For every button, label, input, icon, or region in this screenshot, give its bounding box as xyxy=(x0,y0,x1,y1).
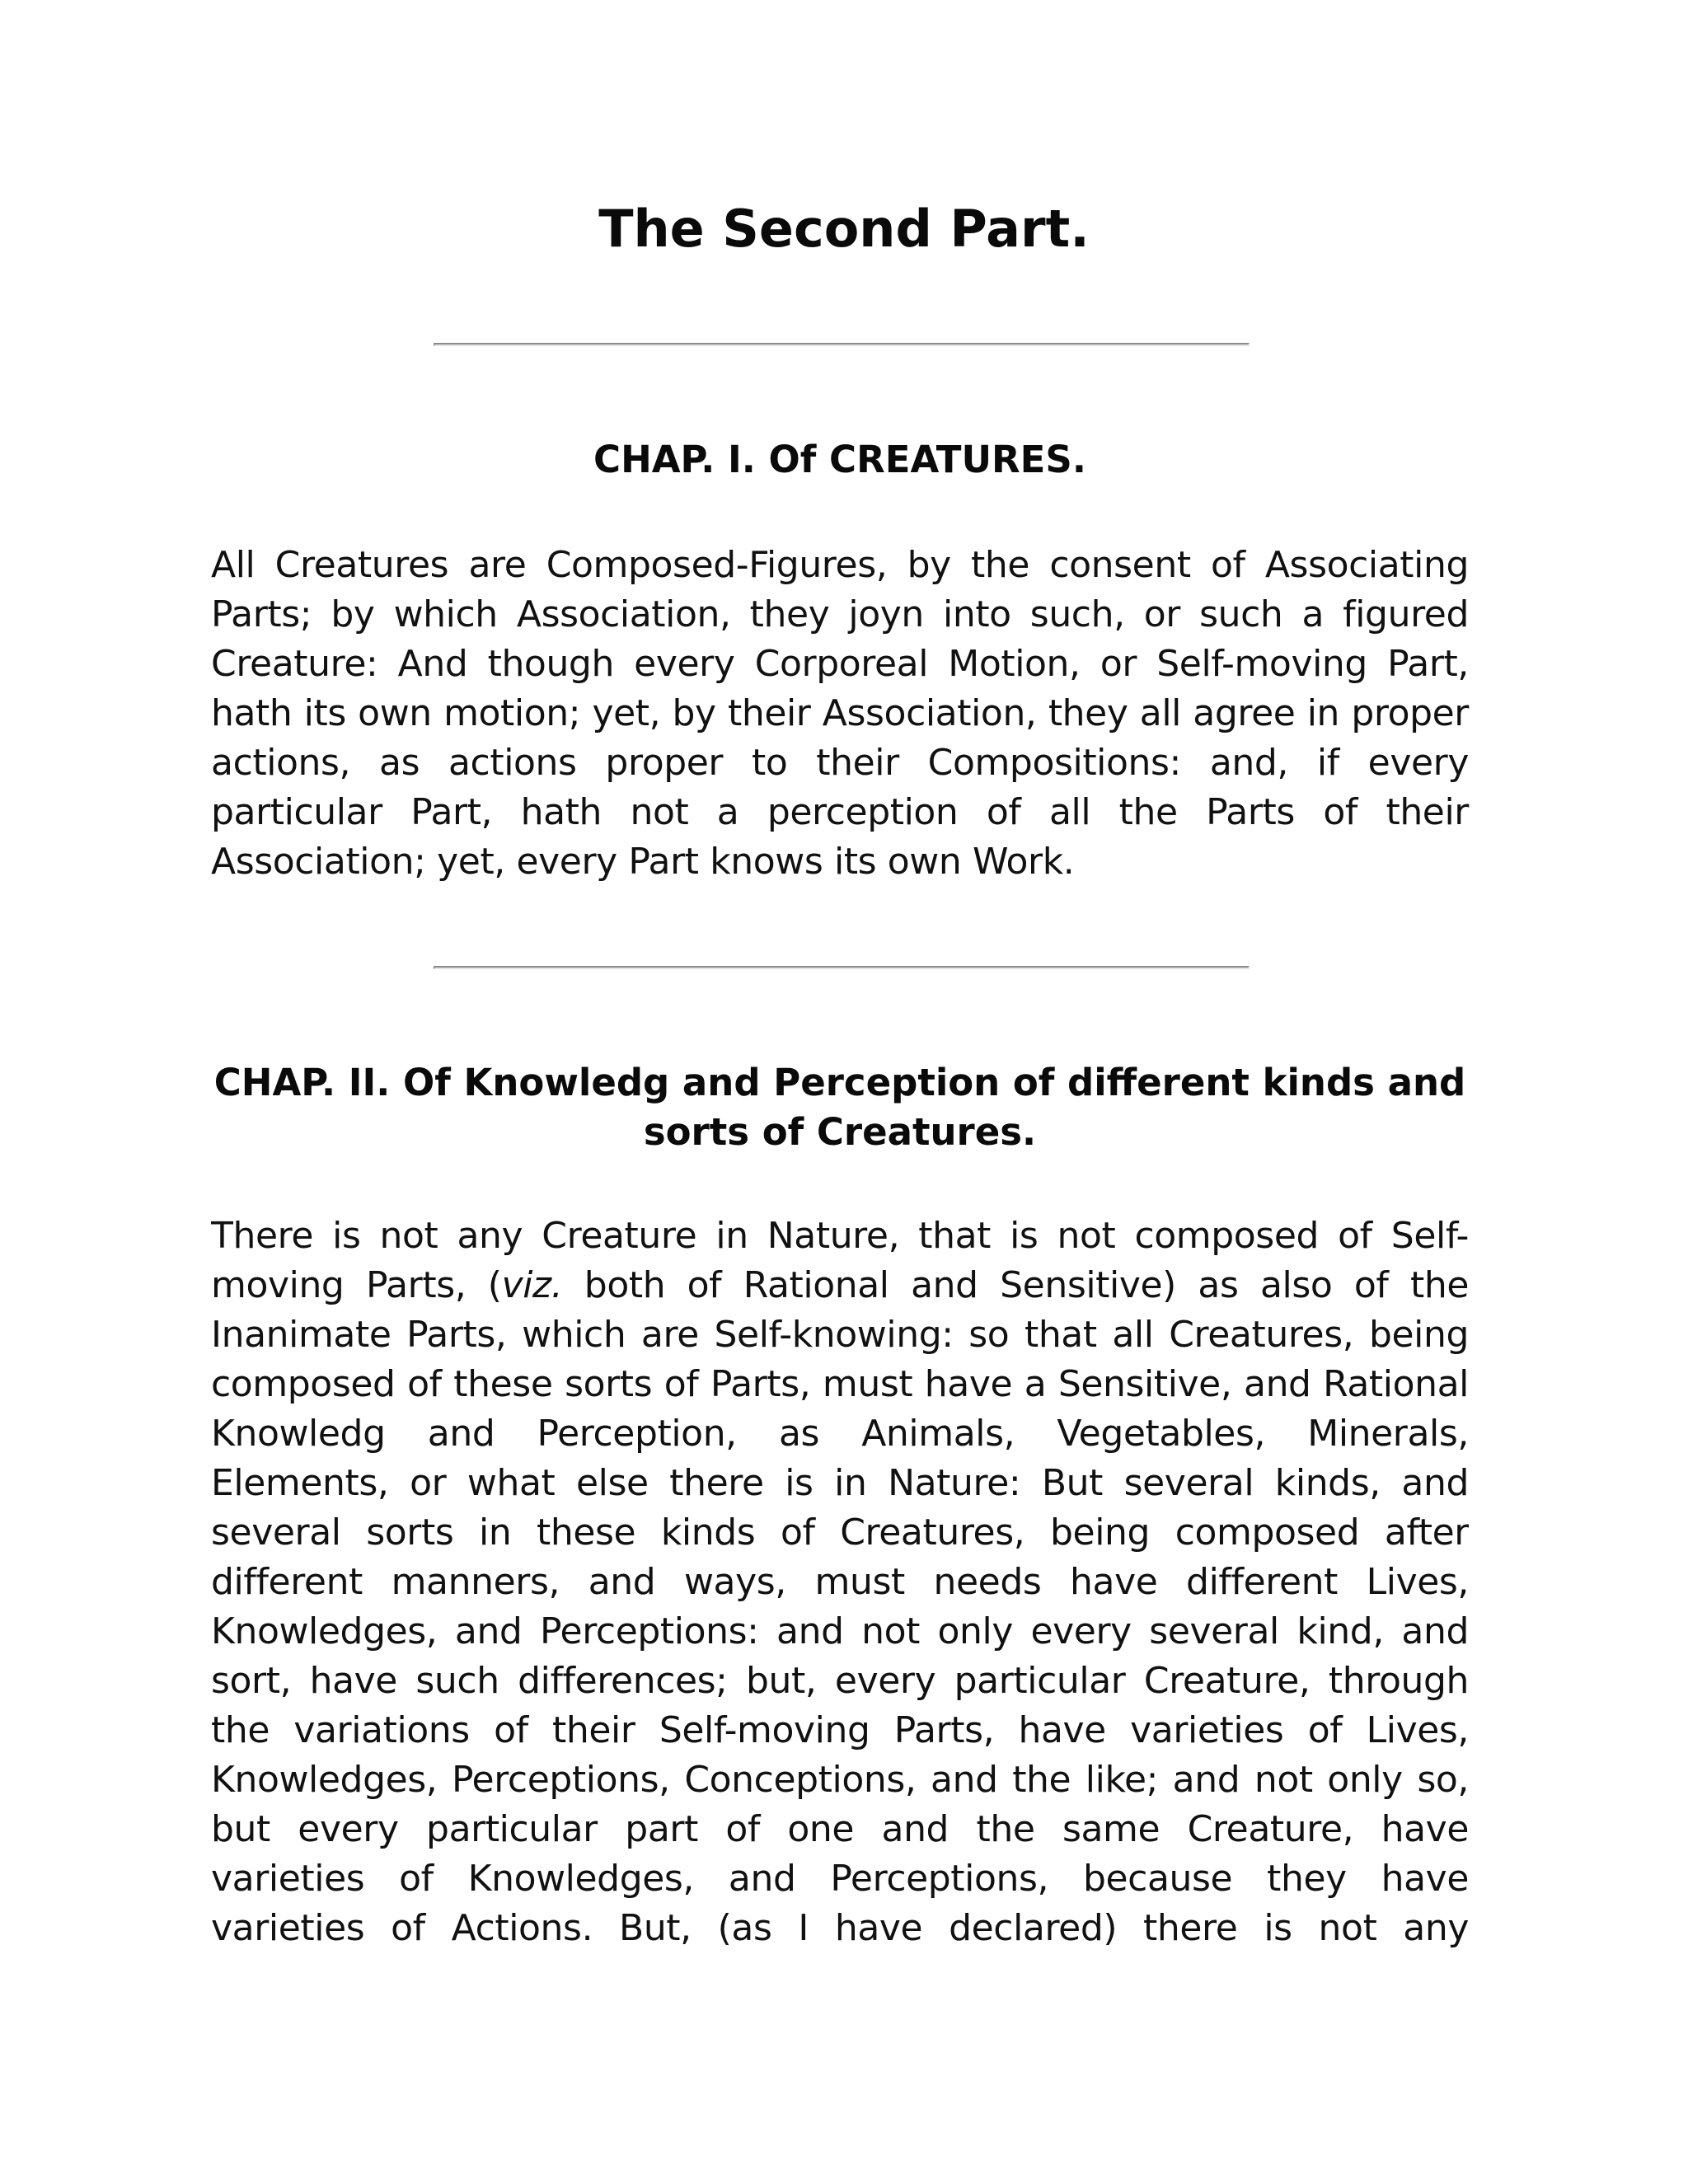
paragraph-text-segment: both of Rational and Sensitive) as also of the Inanimate Parts, which are Self-knowing: so that all Creatures, being composed of these sorts of Parts, must have a Sensitive, and Rational Knowledg and Perception, as Animals, Vegetables, Minerals, Elements, or what else there is in Nature: But several kinds, and several sorts in these kinds of Creatures, being composed after different manners, and ways, must needs have different Lives, Knowledges, and Perceptions: and not only every several kind, and sort, have such differences; but, every particular Creature, through the variations of their Self-moving Parts, have varieties of Lives, Knowledges, Perceptions, Conceptions, and the like; and not only so, but every particular part of one and the same Creature, have varieties of Knowledges, and Perceptions, because they have varieties of Actions. But, (as I have declared) there is not any xyxy=(211,1264,1469,1949)
italic-abbreviation: viz. xyxy=(501,1264,563,1306)
chapter-2-paragraph xyxy=(211,1212,1469,2003)
horizontal-rule xyxy=(434,966,1250,969)
paragraph-text-segment: There is not any Creature in Nature, that is not composed of Self-moving Parts, ( xyxy=(211,1215,1469,1306)
horizontal-rule xyxy=(434,343,1250,346)
chapter-1-heading: CHAP. I. Of CREATURES. xyxy=(593,438,1086,481)
part-title: The Second Part. xyxy=(598,199,1090,259)
chapter-1-paragraph: All Creatures are Composed-Figures, by the consent of Associating Parts; by which Association, they joyn into such, or such a figured Creature: And though every Corporeal Motion, or Self-moving Part, hath its own motion; yet, by their Association, they all agree in proper actions, as actions proper to their Compositions: and, if every particular Part, hath not a perception of all the Parts of their Association; yet, every Part knows its own Work. xyxy=(211,544,1469,883)
chapter-2-heading: CHAP. II. Of Knowledg and Perception of different kinds and sorts of Creatures. xyxy=(213,1061,1466,1154)
